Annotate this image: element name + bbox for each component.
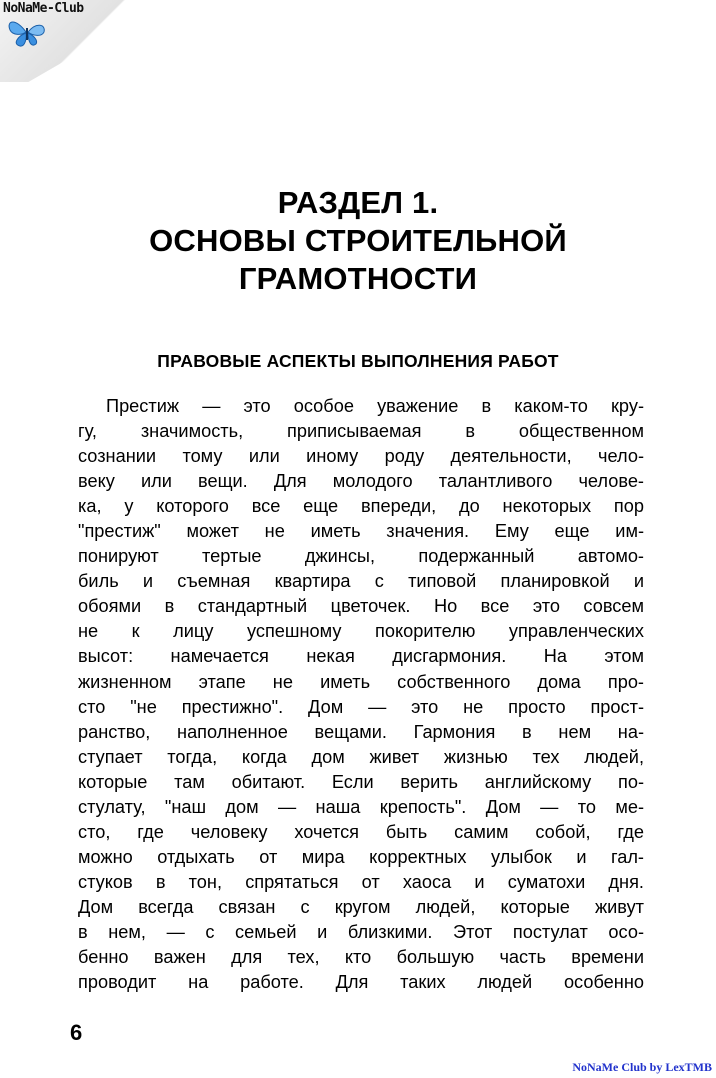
text-line: обоями в стандартный цветочек. Но все это совсем [78, 596, 644, 617]
text-line: можно отдыхать от мира корректных улыбок и гал- [78, 846, 644, 867]
text-line: стулату, "наш дом — наша крепость". Дом — то ме- [78, 796, 644, 817]
text-line: "престиж" может не иметь значения. Ему еще им- [78, 521, 644, 542]
text-line: которые там обитают. Если верить английскому по- [78, 771, 644, 792]
text-line: бенно важен для тех, кто большую часть времени [78, 947, 644, 968]
text-line: жизненном этапе не иметь собственного дома про- [78, 671, 644, 692]
subheading: ПРАВОВЫЕ АСПЕКТЫ ВЫПОЛНЕНИЯ РАБОТ [157, 351, 559, 371]
text-line: ранство, наполненное вещами. Гармония в нем на- [78, 721, 644, 742]
section-title-line: ОСНОВЫ СТРОИТЕЛЬНОЙ [149, 223, 567, 258]
section-title [0, 184, 716, 298]
text-line: понируют тертые джинсы, подержанный автомо- [78, 546, 644, 567]
text-line: биль и съемная квартира с типовой планировкой и [78, 571, 644, 592]
text-line: сто, где человеку хочется быть самим собой, где [78, 821, 644, 842]
text-line: не к лицу успешному покорителю управленческих [78, 621, 644, 642]
text-line: ступает тогда, когда дом живет жизнью тех людей, [78, 746, 644, 767]
text-line: гу, значимость, приписываемая в общественном [78, 421, 644, 442]
text-line: стуков в тон, спрятаться от хаоса и суматохи дня. [78, 871, 644, 892]
body-paragraph [78, 394, 644, 995]
text-line: сознании тому или иному роду деятельности, чело- [78, 446, 644, 467]
section-title-line: РАЗДЕЛ 1. [277, 185, 439, 220]
page-number: 6 [70, 1020, 83, 1045]
text-line: в нем, — с семьей и близкими. Этот постулат осо- [78, 921, 644, 942]
text-line: сто "не престижно". Дом — это не просто прост- [78, 696, 644, 717]
section-title-line: ГРАМОТНОСТИ [238, 261, 478, 296]
text-line: Престиж — это особое уважение в каком-то кру- [106, 396, 644, 416]
butterfly-icon [6, 16, 48, 48]
watermark: NoNaMe Club by LexTMB [572, 1060, 712, 1074]
text-line: высот: намечается некая дисгармония. На этом [78, 646, 644, 667]
text-line: ка, у которого все еще впереди, до некоторых пор [78, 496, 644, 517]
text-line: веку или вещи. Для молодого талантливого челове- [78, 471, 644, 492]
text-line: Дом всегда связан с кругом людей, которые живут [78, 896, 644, 917]
corner-badge-label: NoNaMe-Club [3, 1, 84, 16]
text-line: проводит на работе. Для таких людей особенно [78, 972, 644, 993]
